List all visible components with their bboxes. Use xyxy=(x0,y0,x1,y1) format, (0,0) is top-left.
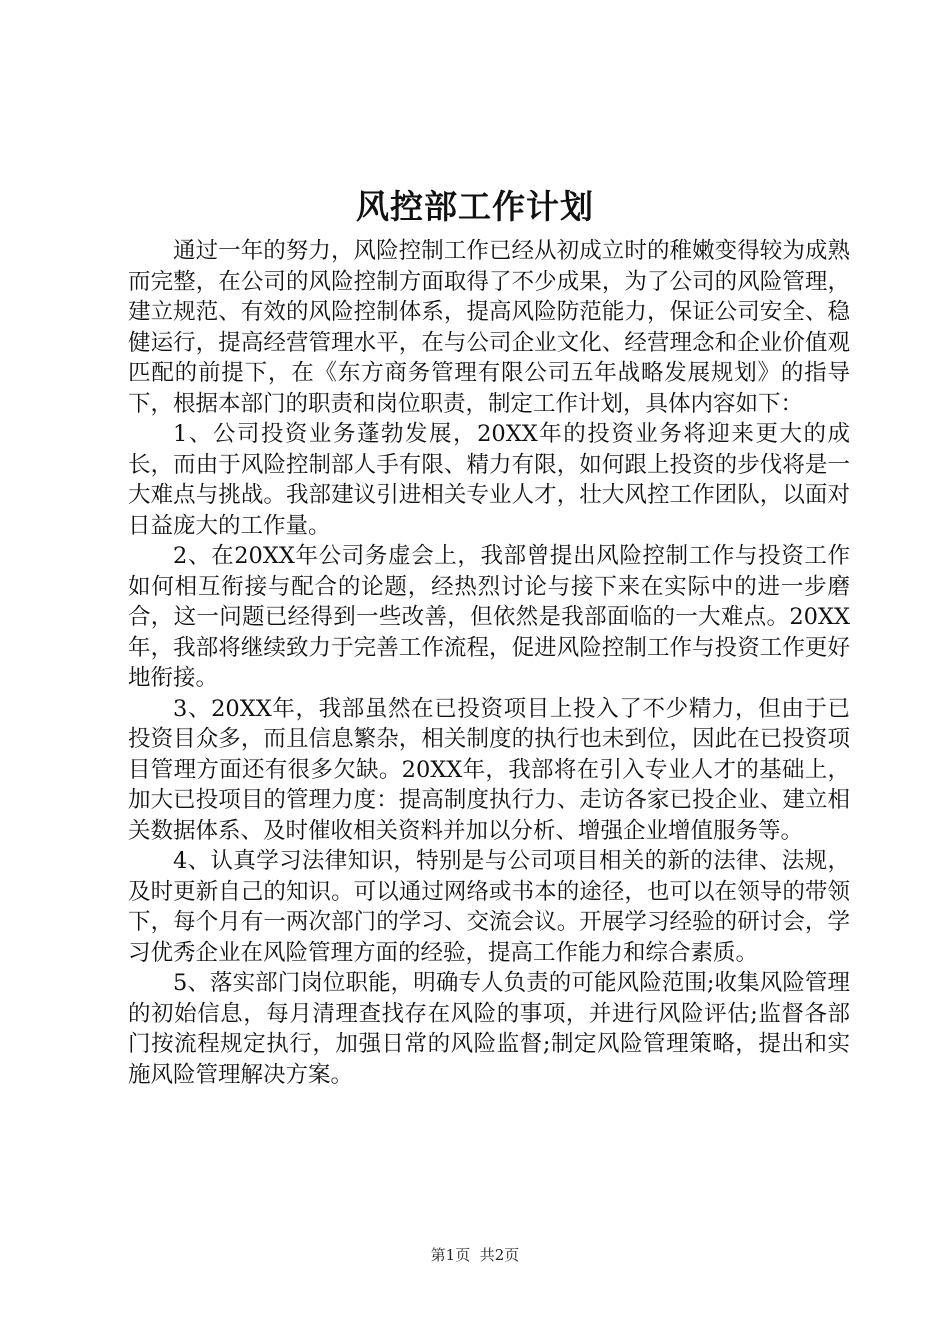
document-title: 风控部工作计划 xyxy=(356,187,594,226)
page-number: 第1页 xyxy=(430,1246,471,1264)
plan-item-3: 3、20XX年，我部虽然在已投资项目上投入了不少精力，但由于已投资目众多，而且信息繁杂，相关制度的执行也未到位，因此在已投资项目管理方面还有很多欠缺。20XX年，我部将在引入专业人才的基础上，加大已投项目的管理力度：提高制度执行力、走访各家已投企业、建立相关数据体系、及时催收相关资料并加以分析、增强企业增值服务等。 xyxy=(128,695,850,844)
page-footer xyxy=(0,1245,950,1265)
page-total: 共2页 xyxy=(479,1246,520,1264)
document-body xyxy=(128,236,850,1090)
intro-paragraph: 通过一年的努力，风险控制工作已经从初成立时的稚嫩变得较为成熟而完整，在公司的风险控制方面取得了不少成果，为了公司的风险管理，建立规范、有效的风险控制体系，提高风险防范能力，保证公司安全、稳健运行，提高经营管理水平，在与公司企业文化、经营理念和企业价值观匹配的前提下，在《东方商务管理有限公司五年战略发展规划》的指导下，根据本部门的职责和岗位职责，制定工作计划，具体内容如下： xyxy=(128,238,850,417)
plan-item-5: 5、落实部门岗位职能，明确专人负责的可能风险范围;收集风险管理的初始信息，每月清理查找存在风险的事项，并进行风险评估;监督各部门按流程规定执行，加强日常的风险监督;制定风险管理策略，提出和实施风险管理解决方案。 xyxy=(128,970,850,1088)
plan-item-1: 1、公司投资业务蓬勃发展，20XX年的投资业务将迎来更大的成长，而由于风险控制部人手有限、精力有限，如何跟上投资的步伐将是一大难点与挑战。我部建议引进相关专业人才，壮大风控工作团队，以面对日益庞大的工作量。 xyxy=(128,421,850,539)
plan-item-4: 4、认真学习法律知识，特别是与公司项目相关的新的法律、法规，及时更新自己的知识。可以通过网络或书本的途径，也可以在领导的带领下，每个月有一两次部门的学习、交流会议。开展学习经验的研讨会，学习优秀企业在风险管理方面的经验，提高工作能力和综合素质。 xyxy=(128,848,850,966)
plan-item-2: 2、在20XX年公司务虚会上，我部曾提出风险控制工作与投资工作如何相互衔接与配合的论题，经热烈讨论与接下来在实际中的进一步磨合，这一问题已经得到一些改善，但依然是我部面临的一大难点。20XX年，我部将继续致力于完善工作流程，促进风险控制工作与投资工作更好地衔接。 xyxy=(128,543,850,691)
